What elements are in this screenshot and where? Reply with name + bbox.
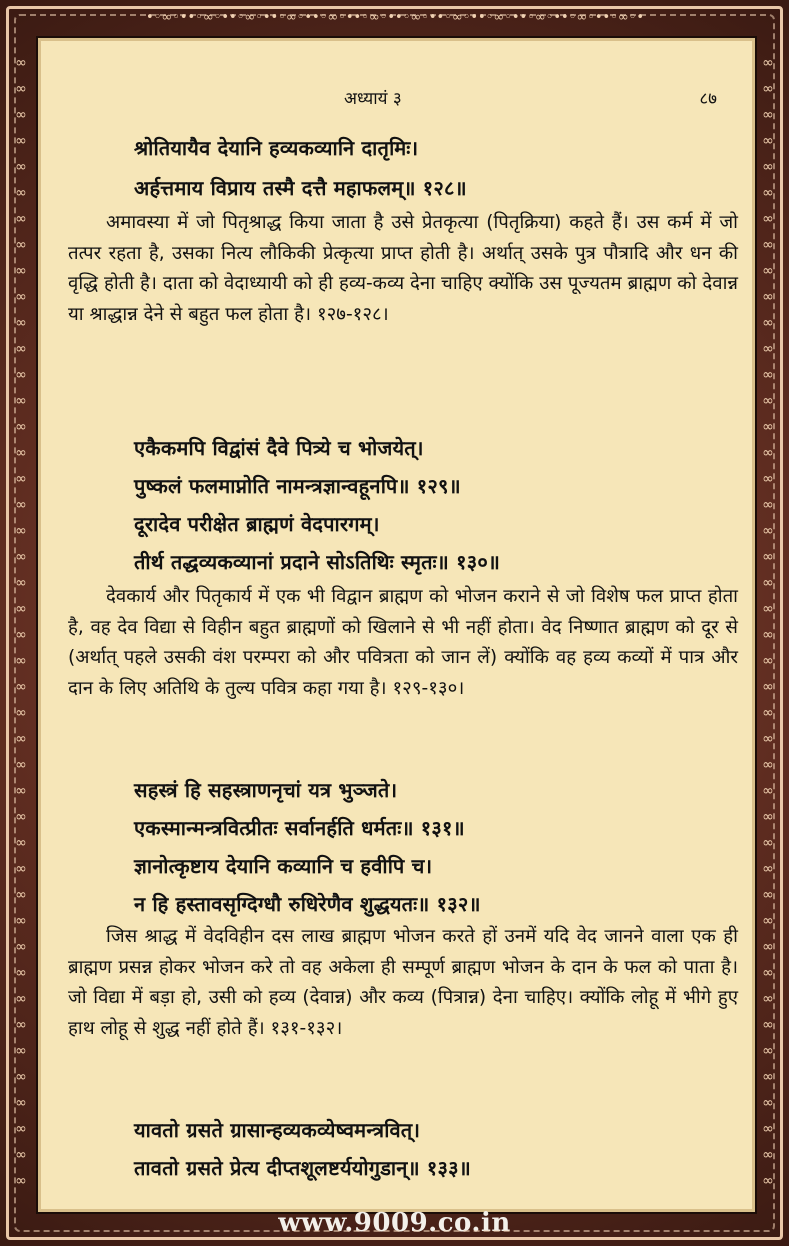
verse-line: दूरादेव परीक्षेत ब्राह्मणं वेदपारगम्। [134,512,380,536]
commentary-paragraph: अमावस्या में जो पितृश्राद्ध किया जाता है उसे प्रेतकृत्या (पितृक्रिया) कहते हैं। उस कर्म में जो तत्पर रहता है, उसका नित्य लौकिकी प्रेत्कृत्या प्राप्त होती है। अर्थात् उसके पुत्र पौत्रादि और धन की वृद्धि होती है। दाता को वेदाध्यायी को ही हव्य-कव्य देना चाहिए क्योंकि उस पूज्यतम ब्राह्मण को देवान्न या श्राद्धान्न देने से बहुत फल होता है। १२७-१२८। [68,212,738,325]
verse-line: यावतो ग्रसते ग्रासान्हव्यकव्येष्वमन्त्रवित्। [134,1118,421,1142]
page-header [38,86,755,116]
verse-line: अर्हत्तमाय विप्राय तस्मै दत्तै महाफलम्॥ १२८॥ [134,176,467,200]
verse-line: तीर्थ तद्धव्यकव्यानां प्रदाने सोऽतिथिः स्मृतः॥ १३०॥ [134,550,501,574]
website-watermark: www.9009.co.in [278,1208,511,1238]
verse-line: तावतो ग्रसते प्रेत्य दीप्तशूलष्टर्ययोगुडान्॥ १३३॥ [134,1156,471,1180]
verse-line: पुष्कलं फलमाप्नोति नामन्त्रज्ञान्वहूनपि॥ १२९॥ [134,474,461,498]
left-ornament: ∞ ∞ ∞ ∞ ∞ ∞ ∞ ∞ ∞ ∞ ∞ ∞ ∞ ∞ ∞ ∞ ∞ ∞ ∞ ∞ ∞ ∞ ∞ ∞ ∞ ∞ ∞ ∞ ∞ ∞ ∞ ∞ ∞ ∞ ∞ ∞ ∞ ∞ ∞ ∞ ∞ ∞ ∞ ∞ [15,55,27,1189]
verse-line: न हि हस्तावसृग्दिग्धौ रुधिरेणैव शुद्धयतः॥ १३२॥ [134,892,481,916]
book-page [36,36,757,1214]
verse-line: एकैकमपि विद्वांसं दैवे पित्र्ये च भोजयेत्। [134,436,424,460]
verse-line: एकस्मान्मन्त्रवित्प्रीतः सर्वानर्हति धर्मतः॥ १३१॥ [134,816,465,840]
commentary-paragraph: देवकार्य और पितृकार्य में एक भी विद्वान ब्राह्मण को भोजन कराने से जो विशेष फल प्राप्त होता है, वह देव विद्या से विहीन बहुत ब्राह्मणों को खिलाने से भी नहीं होता। वेद निष्णात ब्राह्मण को दूर से (अर्थात् पहले उसकी वंश परम्परा को और पवित्रता को जान लें) क्योंकि वह हव्य कव्यों में पात्र और दान के लिए अतिथि के तुल्य पवित्र कहा गया है। १२९-१३०। [68,586,738,699]
verse-line: ज्ञानोत्कृष्टाय देयानि कव्यानि च हवीपि च। [134,854,433,878]
verse-line: सहस्त्रं हि सहस्त्राणनृचां यत्र भुञ्जते। [134,778,398,802]
right-ornament: ∞ ∞ ∞ ∞ ∞ ∞ ∞ ∞ ∞ ∞ ∞ ∞ ∞ ∞ ∞ ∞ ∞ ∞ ∞ ∞ ∞ ∞ ∞ ∞ ∞ ∞ ∞ ∞ ∞ ∞ ∞ ∞ ∞ ∞ ∞ ∞ ∞ ∞ ∞ ∞ ∞ ∞ ∞ ∞ [762,55,774,1189]
page-number: ८७ [699,89,717,109]
top-ornament: •◦∞◦••◦∞◦••◦∞◦••◦∞◦••◦∞◦••◦∞◦••◦∞◦••◦∞◦••◦∞◦••◦∞◦••◦∞◦••◦∞◦• [145,10,644,25]
verse-line: श्रोतियायैव देयानि हव्यकव्यानि दातृमिः। [134,136,419,160]
commentary-paragraph: जिस श्राद्ध में वेदविहीन दस लाख ब्राह्मण भोजन करते हों उनमें यदि वेद जानने वाला एक ही ब्राह्मण प्रसन्न होकर भोजन करे तो वह अकेला ही सम्पूर्ण ब्राह्मण भोजन के दान के फल को पाता है। जो विद्या में बड़ा हो, उसी को हव्य (देवान्न) और कव्य (पित्रान्न) देना चाहिए। क्योंकि लोहू में भीगे हुए हाथ लोहू से शुद्ध नहीं होते हैं। १३१-१३२। [68,926,738,1039]
chapter-title: अध्यायं ३ [344,89,402,109]
